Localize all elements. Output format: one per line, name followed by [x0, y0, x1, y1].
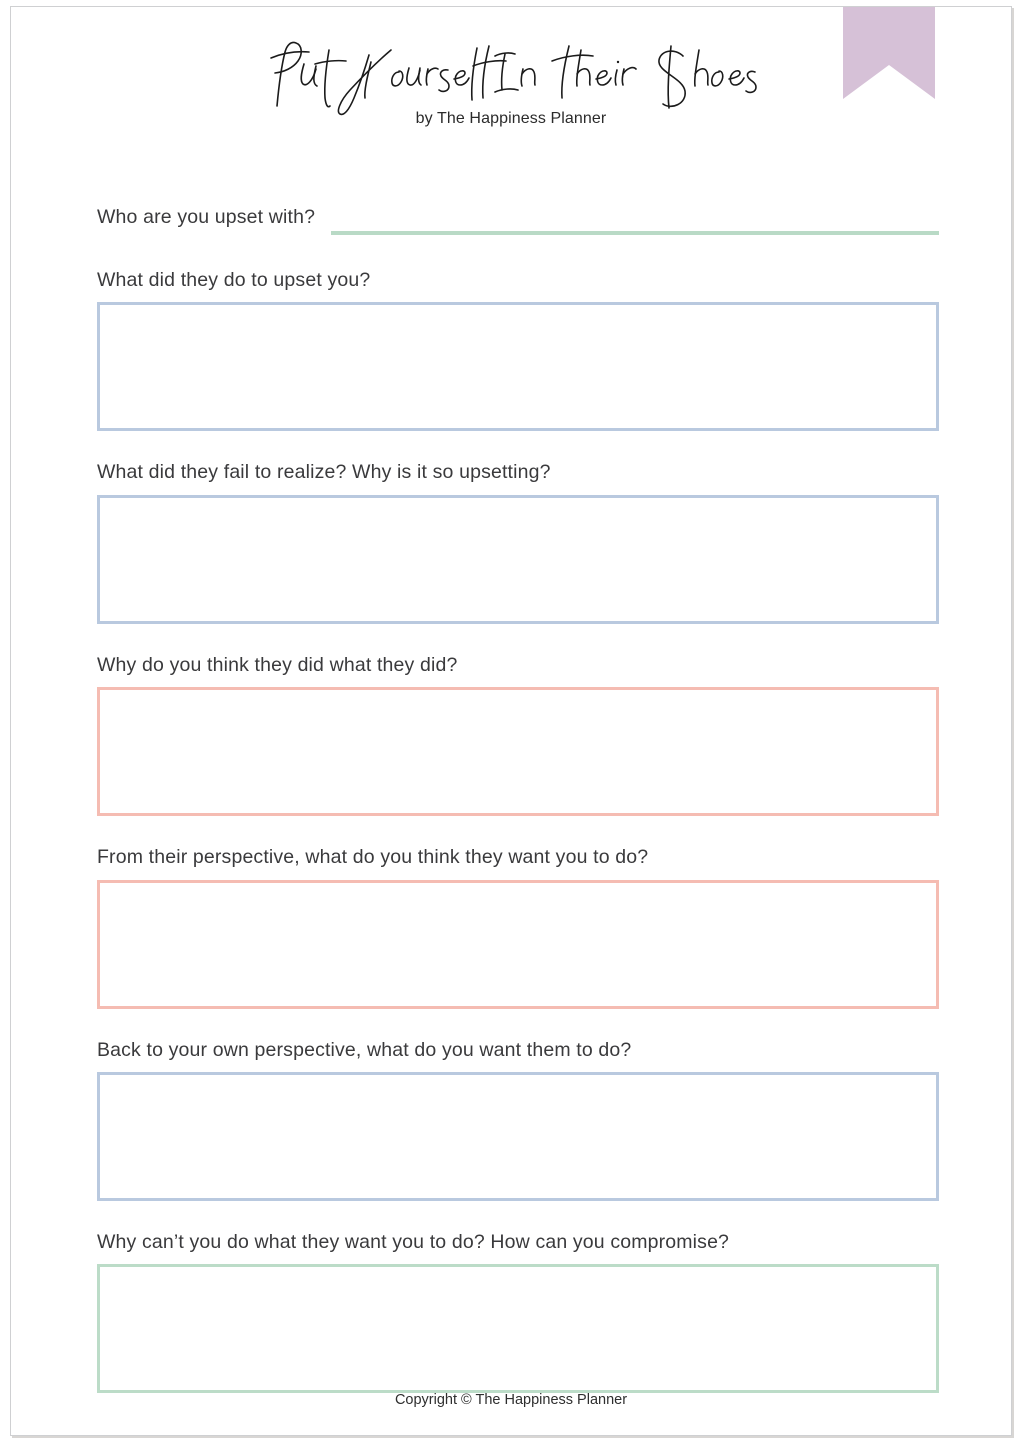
answer-box-5[interactable]: [97, 880, 939, 1009]
questions-list: [97, 205, 939, 1393]
question-label-6: Back to your own perspective, what do you want them to do?: [97, 1038, 632, 1061]
question-block-6: [97, 1038, 939, 1201]
spacer: [97, 1201, 939, 1230]
spacer: [97, 239, 939, 268]
question-block-3: [97, 460, 939, 623]
answer-box-2[interactable]: [97, 302, 939, 431]
question-label-7: Why can’t you do what they want you to do? How can you compromise?: [97, 1230, 730, 1253]
spacer: [97, 1009, 939, 1038]
question-block-5: [97, 845, 939, 1008]
answer-line-1[interactable]: [331, 231, 939, 235]
page-header: [0, 28, 1022, 128]
question-block-4: [97, 653, 939, 816]
question-label-4: Why do you think they did what they did?: [97, 653, 458, 676]
question-label-1: Who are you upset with?: [97, 206, 316, 228]
question-label-5: From their perspective, what do you think they want you to do?: [97, 846, 649, 869]
answer-box-7[interactable]: [97, 1264, 939, 1393]
question-block-7: [97, 1230, 939, 1393]
page-byline: by The Happiness Planner: [415, 110, 607, 127]
spacer: [97, 624, 939, 653]
answer-box-3[interactable]: [97, 495, 939, 624]
question-block-1: [97, 205, 939, 239]
answer-box-4[interactable]: [97, 687, 939, 816]
question-label-2: What did they do to upset you?: [97, 269, 371, 291]
question-block-2: [97, 268, 939, 431]
copyright-footer: Copyright © The Happiness Planner: [394, 1392, 628, 1408]
spacer: [97, 431, 939, 460]
answer-box-6[interactable]: [97, 1072, 939, 1201]
question-label-3: What did they fail to realize? Why is it so upsetting?: [97, 461, 551, 484]
spacer: [97, 816, 939, 845]
